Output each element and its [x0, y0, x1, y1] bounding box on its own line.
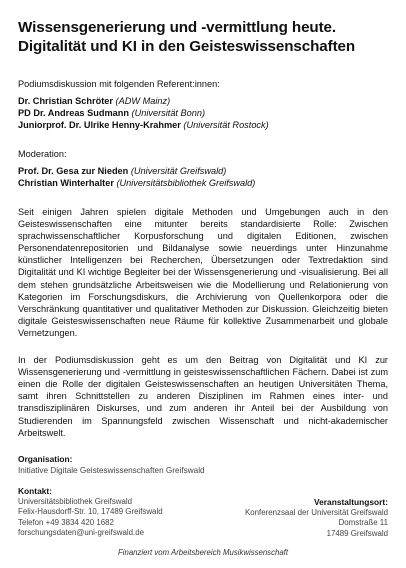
speaker-item: [18, 95, 388, 107]
contact-label: Kontakt:: [18, 485, 52, 496]
moderator-institution: (Universität Greifswald): [130, 166, 227, 176]
venue-label: Veranstaltungsort:: [314, 496, 388, 507]
moderator-name: Christian Winterhalter: [18, 178, 114, 188]
venue-lines: [245, 508, 388, 540]
venue-line: 17489 Greifswald: [326, 528, 388, 538]
speaker-name: PD Dr. Andreas Sudmann: [18, 108, 129, 118]
speaker-institution: (ADW Mainz): [115, 96, 171, 106]
speaker-institution: (Universität Bonn): [131, 108, 206, 118]
panel-intro: Podiumsdiskussion mit folgenden Referent:innen:: [18, 79, 220, 89]
contact-block: [18, 486, 163, 539]
speaker-list: [18, 95, 388, 131]
contact-email[interactable]: forschungsdaten@uni-greifswald.de: [18, 528, 145, 538]
contact-line: Telefon +49 3834 420 1682: [18, 517, 114, 527]
moderator-list: [18, 165, 388, 189]
body-paragraph-2: In der Podiumsdiskussion geht es um den Beitrag von Digitalität und KI zur Wissensgenerierung und -vermittlung in geisteswissenschaftlichen Fächern. Dabei ist zum einen die Rolle der digitalen Geisteswissenschaften an heutigen Universitäten Thema, samt ihren Schnittstellen zu anderen Disziplinen im Rahmen eines inter- und transdisziplinären Diskurses, und zum anderen ihr Anteil bei der Ausbildung von Studierenden im Spannungsfeld zwischen Wissenschaft und nicht-akademischer Arbeitswelt.: [18, 355, 388, 438]
title-line-2: Digitalität und KI in den Geisteswissenschaften: [18, 38, 356, 55]
speaker-item: [18, 119, 388, 131]
body-paragraph-1: Seit einigen Jahren spielen digitale Methoden und Umgebungen auch in den Geisteswissenschaften eine mitunter bereits standardisierte Rolle: Zwischen sprachwissenschaftlicher Korpusforschung und digitalen Editionen, zwischen Personendatenrepositorien und Bildanalyse sowie neuerdings unter Hinzunahme künstlicher Intelligenzen bei Recherchen, Übersetzungen oder Textredaktion sind Digitalität und KI wichtige Begleiter bei der Wissensgenerierung und -visualisierung. Bei all dem stehen grundsätzliche Arbeitsweisen wie die Modellierung und Relationierung von Kategorien im Forschungsdiskurs, die Archivierung von Quellenkorpora oder die Verschränkung quantitativer und qualitativer Methoden zur Diskussion. Gleichzeitig bieten digitale Geisteswissenschaften neue Räume für kollektive Zusammenarbeit und globale Vernetzungen.: [18, 207, 388, 338]
venue-block: [245, 486, 388, 540]
moderator-institution: (Universitätsbibliothek Greifswald): [116, 178, 256, 188]
moderator-item: [18, 165, 388, 177]
moderator-item: [18, 177, 388, 189]
speaker-name: Dr. Christian Schröter: [18, 96, 113, 106]
speaker-institution: (Universität Rostock): [183, 120, 269, 130]
moderator-name: Prof. Dr. Gesa zur Nieden: [18, 166, 129, 176]
funding-note: Finanziert vom Arbeitsbereich Musikwissenschaft: [117, 548, 288, 557]
organisation-label: Organisation:: [18, 453, 73, 464]
footer-columns: [18, 486, 388, 540]
venue-line: Domstraße 11: [338, 518, 388, 528]
title-line-1: Wissensgenerierung und -vermittlung heute.: [18, 19, 337, 36]
speaker-item: [18, 107, 388, 119]
contact-lines: [18, 497, 163, 539]
page-title: [18, 18, 388, 56]
organisation-value: Initiative Digitale Geisteswissenschaften Greifswald: [18, 465, 205, 475]
contact-line: Universitätsbibliothek Greifswald: [18, 496, 133, 506]
venue-line: Konferenzsaal der Universität Greifswald: [245, 507, 388, 517]
speaker-name: Juniorprof. Dr. Ulrike Henny-Krahmer: [18, 120, 181, 130]
moderation-intro: Moderation:: [18, 149, 67, 159]
contact-line: Felix-Hausdorff-Str. 10, 17489 Greifswald: [18, 507, 163, 517]
